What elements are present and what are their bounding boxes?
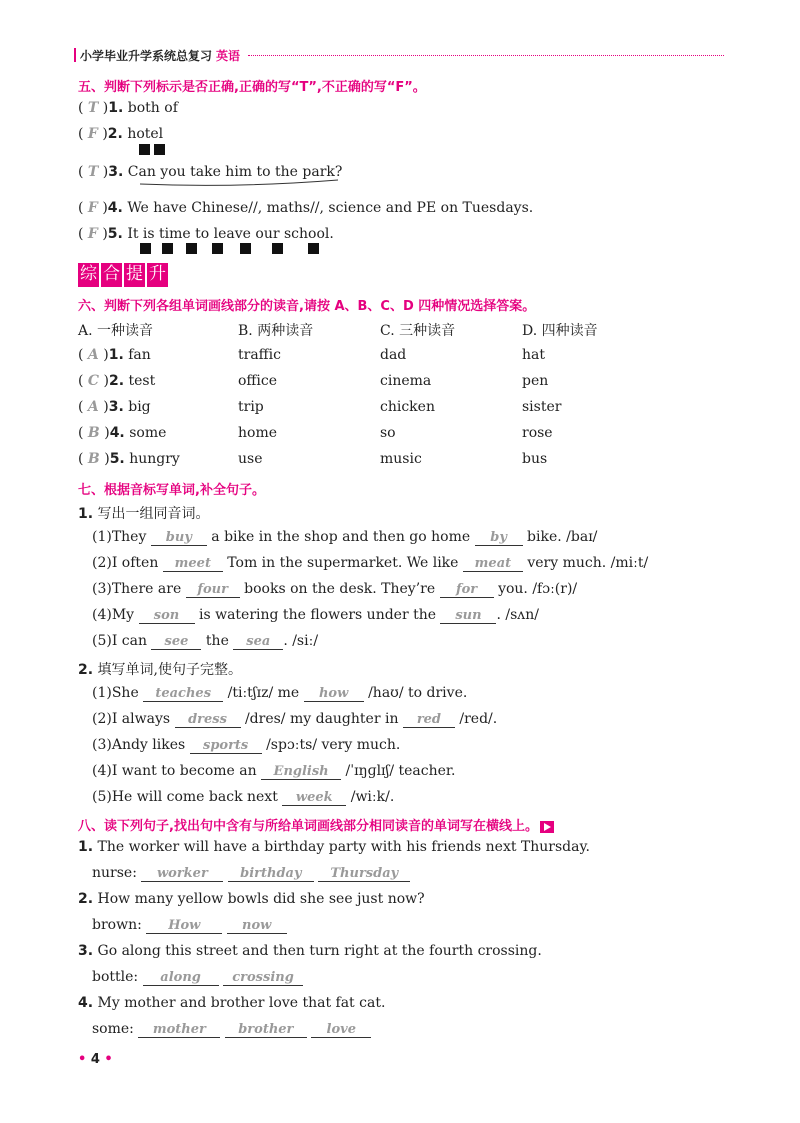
stress-mark	[162, 243, 173, 254]
blank: meat	[463, 557, 523, 572]
sec8-q1: 1. The worker will have a birthday party with his friends next Thursday.	[78, 839, 590, 855]
sec5-item-1: ( T )1. both of	[78, 100, 178, 116]
word: so	[380, 425, 396, 441]
section-5-title: 五、判断下列标示是否正确,正确的写“T”,不正确的写“F”。	[78, 80, 426, 95]
blank: Thursday	[318, 867, 410, 882]
blank: brother	[225, 1023, 307, 1038]
play-icon[interactable]	[540, 821, 554, 833]
blank: dress	[175, 713, 241, 728]
word: pen	[522, 373, 549, 389]
stress-mark	[212, 243, 223, 254]
blank: English	[261, 765, 341, 780]
word: trip	[238, 399, 264, 415]
stress-mark	[272, 243, 283, 254]
option-c: C. 三种读音	[380, 323, 456, 339]
stress-mark	[186, 243, 197, 254]
sec8-a4: some: mother brother love	[92, 1021, 371, 1038]
sec6-row-3: ( A )3. big	[78, 399, 151, 415]
sec7-line-5: (5)I can see the sea . /siː/	[92, 633, 319, 649]
blank: birthday	[228, 867, 314, 882]
blank: sports	[190, 739, 262, 754]
word: music	[380, 451, 422, 467]
word: chicken	[380, 399, 435, 415]
word: hat	[522, 347, 545, 363]
sec7-line-2: (2)I often meet Tom in the supermarket. We like meat very much. /miːt/	[92, 555, 649, 571]
option-d: D. 四种读音	[522, 323, 598, 339]
blank: four	[186, 583, 240, 598]
answer: T	[87, 164, 99, 180]
blank: how	[304, 687, 364, 702]
header-subject: 英语	[216, 48, 241, 63]
item-text: It is time to leave our school.	[127, 226, 334, 242]
word: office	[238, 373, 277, 389]
syllable-mark	[139, 144, 150, 155]
blank: mother	[138, 1023, 220, 1038]
option-a: A. 一种读音	[78, 323, 154, 339]
sec8-q4: 4. My mother and brother love that fat cat.	[78, 995, 386, 1011]
word: cinema	[380, 373, 432, 389]
stress-mark	[308, 243, 319, 254]
word: rose	[522, 425, 553, 441]
section-6-title: 六、判断下列各组单词画线部分的读音,请按 A、B、C、D 四种情况选择答案。	[78, 299, 536, 314]
sec7-m-3: (3)Andy likes sports /spɔːts/ very much.	[92, 737, 401, 753]
blank: by	[475, 531, 523, 546]
section-8-title: 八、读下列句子,找出句中含有与所给单词画线部分相同读音的单词写在横线上。	[78, 815, 554, 834]
sec5-item-4: ( F )4. We have Chinese//, maths//, science and PE on Tuesdays.	[78, 200, 534, 216]
sec7-m-1: (1)She teaches /tiːtʃɪz/ me how /haʊ/ to drive.	[92, 685, 468, 701]
item-text: Can you take him to the park?	[127, 164, 343, 180]
blank: worker	[141, 867, 223, 882]
blank: for	[440, 583, 494, 598]
sec7-part-2: 2. 填写单词,使句子完整。	[78, 662, 242, 678]
item-text: hotel	[127, 126, 164, 142]
sec8-q2: 2. How many yellow bowls did she see just now?	[78, 891, 425, 907]
sec7-m-5: (5)He will come back next week /wiːk/.	[92, 789, 395, 805]
sec6-row-5: ( B )5. hungry	[78, 451, 180, 467]
intonation-curve	[138, 178, 348, 190]
option-b: B. 两种读音	[238, 323, 314, 339]
blank: love	[311, 1023, 371, 1038]
sec6-row-4: ( B )4. some	[78, 425, 167, 441]
sec8-a1: nurse: worker birthday Thursday	[92, 865, 410, 882]
answer: F	[87, 226, 98, 242]
word: traffic	[238, 347, 281, 363]
blank: sun	[440, 609, 496, 624]
blank: red	[403, 713, 455, 728]
answer: F	[87, 200, 98, 216]
sec7-m-2: (2)I always dress /dres/ my daughter in red /red/.	[92, 711, 498, 727]
header-title: 小学毕业升学系统总复习	[80, 48, 213, 63]
sec7-m-4: (4)I want to become an English /ˈɪŋɡlɪʃ/ teacher.	[92, 763, 456, 779]
word: home	[238, 425, 278, 441]
sec7-line-4: (4)My son is watering the flowers under the sun . /sʌn/	[92, 607, 539, 623]
blank: week	[282, 791, 346, 806]
sec5-item-2: ( F )2. hotel	[78, 126, 164, 142]
blank: sea	[233, 635, 283, 650]
word: bus	[522, 451, 548, 467]
word: use	[238, 451, 263, 467]
header-bar	[74, 48, 76, 62]
answer: T	[87, 100, 99, 116]
sec7-line-3: (3)There are four books on the desk. They’re for you. /fɔː(r)/	[92, 581, 578, 597]
syllable-mark	[154, 144, 165, 155]
sec8-q3: 3. Go along this street and then turn right at the fourth crossing.	[78, 943, 542, 959]
header-dotted-rule	[248, 55, 724, 56]
blank: crossing	[223, 971, 303, 986]
blank: see	[151, 635, 201, 650]
section-banner: 综 合 提 升	[78, 263, 170, 287]
sec8-a2: brown: How now	[92, 917, 287, 934]
blank: along	[143, 971, 219, 986]
blank: meet	[163, 557, 223, 572]
word: sister	[522, 399, 562, 415]
page-header	[74, 45, 724, 65]
blank: now	[227, 919, 287, 934]
sec6-row-1: ( A )1. fan	[78, 347, 151, 363]
section-7-title: 七、根据音标写单词,补全句子。	[78, 483, 265, 498]
sec5-item-3: ( T )3. Can you take him to the park?	[78, 164, 343, 180]
blank: How	[146, 919, 222, 934]
sec5-item-5: ( F )5. It is time to leave our school.	[78, 226, 334, 242]
item-text: both of	[127, 100, 178, 116]
answer: F	[87, 126, 98, 142]
blank: teaches	[143, 687, 223, 702]
sec6-row-2: ( C )2. test	[78, 373, 156, 389]
sec8-a3: bottle: along crossing	[92, 969, 303, 986]
sec7-line-1: (1)They buy a bike in the shop and then go home by bike. /baɪ/	[92, 529, 598, 545]
stress-mark	[240, 243, 251, 254]
item-text: We have Chinese//, maths//, science and PE on Tuesdays.	[127, 200, 534, 216]
page-number: • 4 •	[78, 1052, 113, 1067]
word: dad	[380, 347, 407, 363]
sec7-part-1: 1. 写出一组同音词。	[78, 506, 210, 522]
stress-mark	[140, 243, 151, 254]
blank: son	[139, 609, 195, 624]
blank: buy	[151, 531, 207, 546]
